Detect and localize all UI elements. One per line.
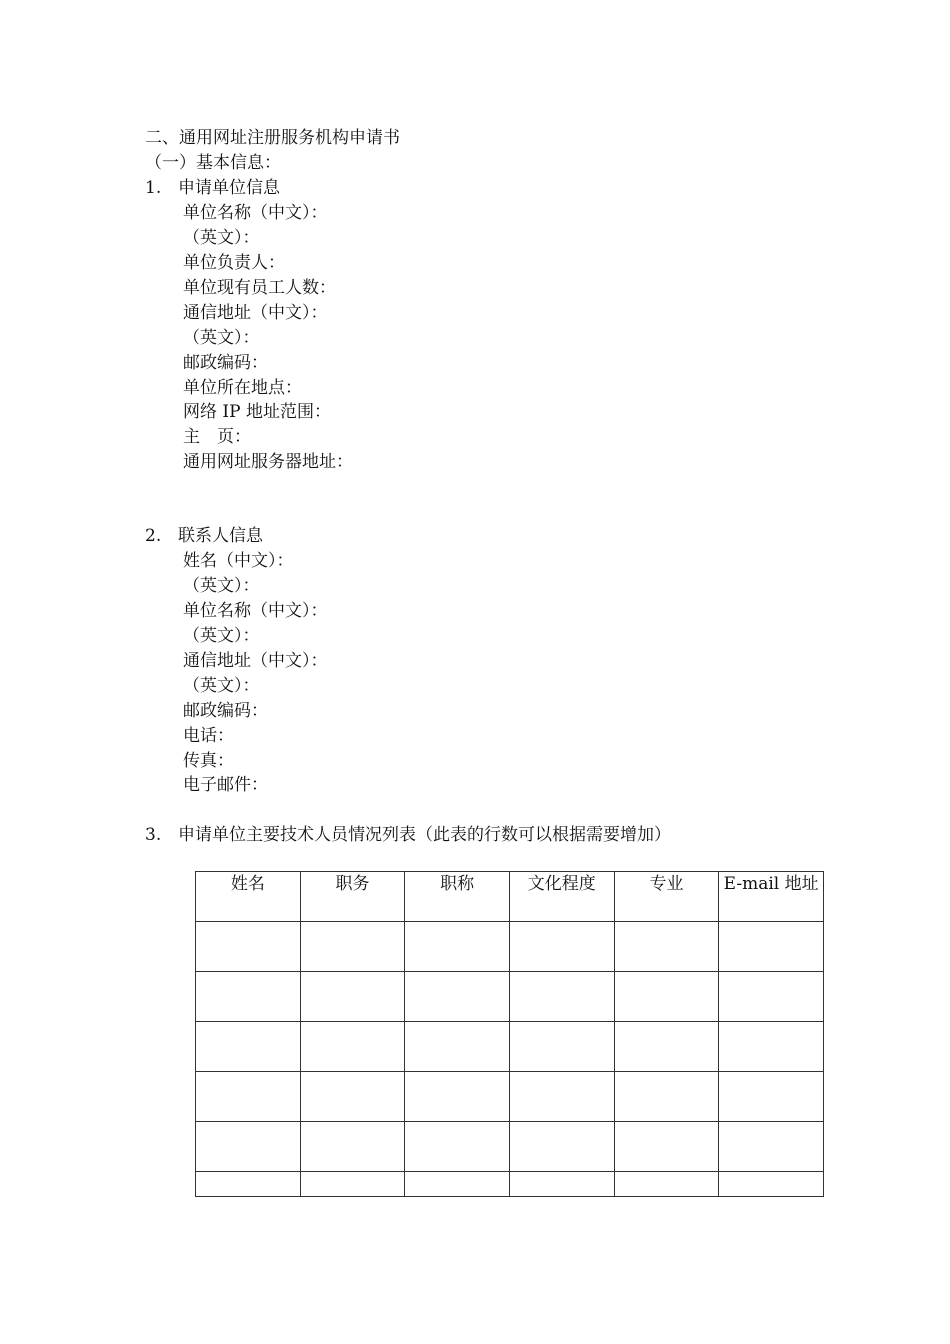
table-cell [405,922,510,972]
column-header-name: 姓名 [196,872,301,922]
table-cell [196,1122,301,1172]
table-row [196,922,824,972]
table-cell [300,1022,405,1072]
part3-heading: 申请单位主要技术人员情况列表（此表的行数可以根据需要增加） [178,825,671,845]
table-cell [405,1122,510,1172]
table-cell [509,1022,614,1072]
table-cell [509,922,614,972]
table-cell [614,1172,719,1197]
table-cell [719,972,824,1022]
table-header-row [196,872,824,922]
field-label: 电子邮件： [183,775,268,795]
table-cell [614,1022,719,1072]
table-row [196,1022,824,1072]
column-header-education: 文化程度 [509,872,614,922]
table-cell [300,922,405,972]
field-label: 通用网址服务器地址： [183,452,353,472]
table-cell [196,1022,301,1072]
part2-number: 2. [145,526,162,546]
field-label: 邮政编码： [183,701,268,721]
table-cell [614,972,719,1022]
column-header-position: 职务 [300,872,405,922]
field-label: 单位名称（中文）： [183,203,328,223]
table-cell [300,1072,405,1122]
table-cell [405,972,510,1022]
table-cell [196,922,301,972]
table-cell [300,1172,405,1197]
field-label: 邮政编码： [183,353,268,373]
field-label: 单位现有员工人数： [183,278,336,298]
field-label: （英文）： [183,676,260,696]
table-cell [405,1022,510,1072]
table-row [196,1122,824,1172]
table-cell [509,1122,614,1172]
part3-number: 3. [145,825,162,845]
table-cell [196,1072,301,1122]
part1-number: 1. [145,178,162,198]
field-label: （英文）： [183,328,260,348]
part2-heading: 联系人信息 [178,526,263,546]
table-cell [405,1072,510,1122]
field-label: （英文）： [183,626,260,646]
table-cell [405,1172,510,1197]
table-cell [196,1172,301,1197]
field-label: 通信地址（中文）： [183,651,328,671]
table-cell [719,1072,824,1122]
field-label: 单位负责人： [183,253,285,273]
field-label: 主 页： [183,427,251,447]
table-row [196,972,824,1022]
column-header-major: 专业 [614,872,719,922]
table-cell [719,1122,824,1172]
field-label: 传真： [183,751,234,771]
table-cell [300,972,405,1022]
table-cell [719,1022,824,1072]
table-cell [719,1172,824,1197]
table-cell [509,972,614,1022]
field-label: （英文）： [183,228,260,248]
field-label: 通信地址（中文）： [183,303,328,323]
field-label: 单位所在地点： [183,378,302,398]
table-cell [614,922,719,972]
table-cell [300,1122,405,1172]
field-label: 网络 IP 地址范围： [183,402,331,422]
table-cell [614,1072,719,1122]
column-header-title: 职称 [405,872,510,922]
subsection-title: （一）基本信息： [145,153,281,173]
field-label: 姓名（中文）： [183,551,294,571]
table-row [196,1172,824,1197]
table-cell [509,1072,614,1122]
field-label: 单位名称（中文）： [183,601,328,621]
table-row [196,1072,824,1122]
staff-table [195,871,824,1197]
column-header-email: E-mail 地址 [719,872,824,922]
table-cell [719,922,824,972]
field-label: （英文）： [183,576,260,596]
part1-heading: 申请单位信息 [178,178,280,198]
table-cell [614,1122,719,1172]
section-title: 二、通用网址注册服务机构申请书 [145,128,400,148]
field-label: 电话： [183,726,234,746]
table-cell [196,972,301,1022]
table-cell [509,1172,614,1197]
